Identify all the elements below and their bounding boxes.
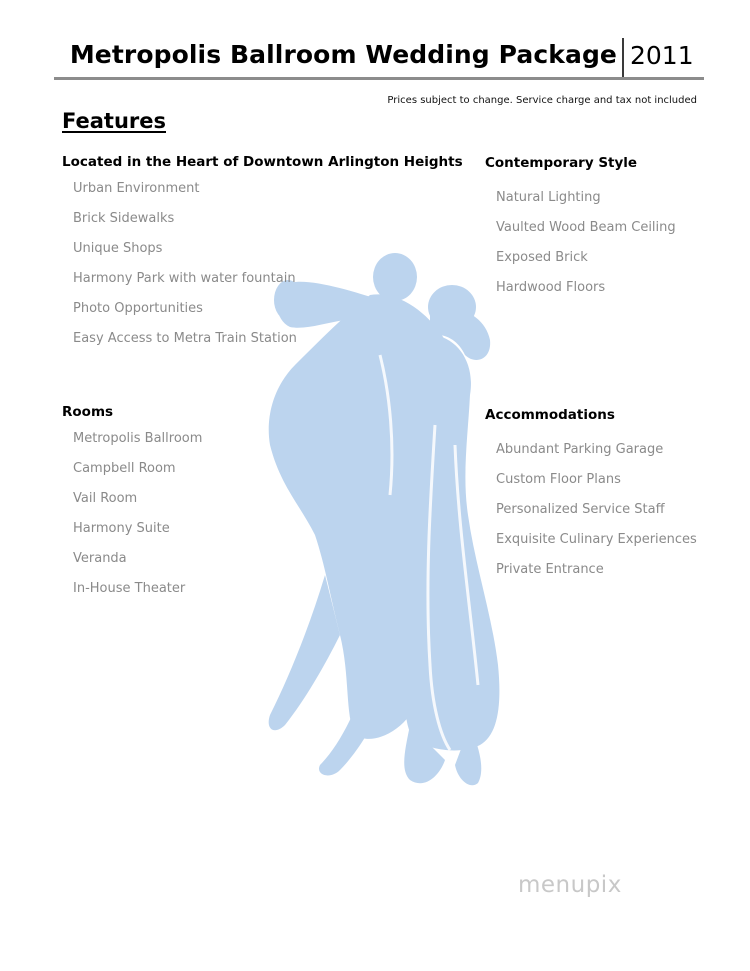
list-item: Natural Lighting [496, 190, 601, 205]
list-item: Unique Shops [73, 241, 163, 256]
location-section-title: Located in the Heart of Downtown Arlington Heights [62, 154, 463, 170]
list-item: Metropolis Ballroom [73, 431, 203, 446]
header-rule [54, 77, 704, 80]
list-item: Exquisite Culinary Experiences [496, 532, 697, 547]
style-list [485, 183, 676, 303]
list-item: Personalized Service Staff [496, 502, 665, 517]
list-item: In-House Theater [73, 581, 186, 596]
list-item: Custom Floor Plans [496, 472, 621, 487]
list-item: Photo Opportunities [73, 301, 203, 316]
list-item: Private Entrance [496, 562, 604, 577]
rooms-section-title: Rooms [62, 404, 114, 420]
list-item: Campbell Room [73, 461, 176, 476]
document-title: Metropolis Ballroom Wedding Package [69, 40, 617, 69]
document-year: 2011 [630, 41, 694, 70]
menupix-watermark: menupix [518, 872, 622, 898]
rooms-section [62, 404, 202, 604]
pricing-notice: Prices subject to change. Service charge and tax not included [387, 95, 697, 106]
location-section [62, 154, 463, 354]
list-item: Exposed Brick [496, 250, 588, 265]
list-item: Easy Access to Metra Train Station [73, 331, 297, 346]
accommodations-section [485, 407, 697, 585]
list-item: Harmony Park with water fountain [73, 271, 296, 286]
list-item: Abundant Parking Garage [496, 442, 664, 457]
title-divider [622, 38, 624, 78]
style-section [485, 155, 676, 303]
list-item: Brick Sidewalks [73, 211, 175, 226]
accommodations-list [485, 435, 697, 585]
location-list [62, 174, 463, 354]
list-item: Harmony Suite [73, 521, 170, 536]
rooms-list [62, 424, 202, 604]
list-item: Vaulted Wood Beam Ceiling [496, 220, 676, 235]
list-item: Hardwood Floors [496, 280, 606, 295]
list-item: Urban Environment [73, 181, 200, 196]
list-item: Veranda [73, 551, 127, 566]
accommodations-section-title: Accommodations [485, 407, 615, 423]
features-heading: Features [62, 109, 166, 133]
list-item: Vail Room [73, 491, 138, 506]
style-section-title: Contemporary Style [485, 155, 638, 171]
